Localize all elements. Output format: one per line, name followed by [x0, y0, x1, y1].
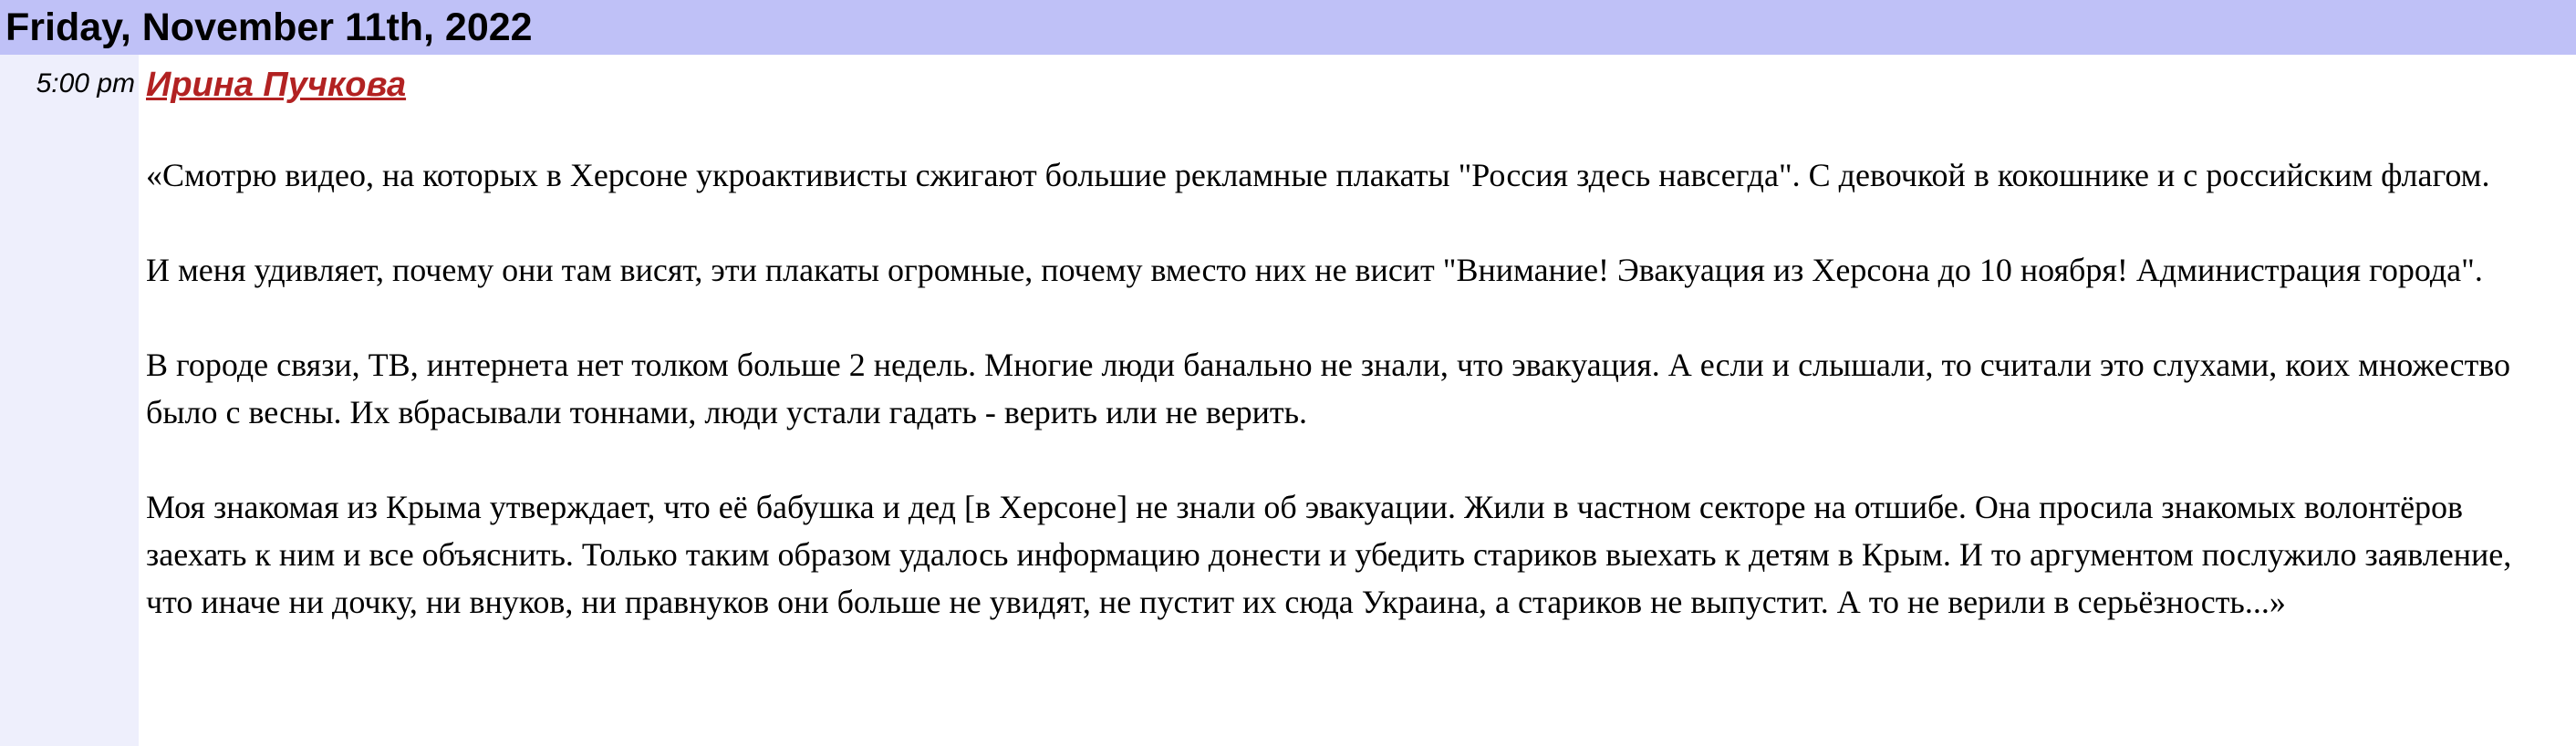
entry-time: 5:00 pm: [36, 68, 135, 98]
entry-paragraph: И меня удивляет, почему они там висят, эти плакаты огромные, почему вместо них не висит "Внимание! Эвакуация из Херсона до 10 ноября! Администрация города".: [146, 252, 2483, 288]
entry-body: [146, 151, 2563, 626]
entry-paragraph: Моя знакомая из Крыма утверждает, что её бабушка и дед [в Херсоне] не знали об эвакуации. Жили в частном секторе на отшибе. Она просила знакомых волонтёров заехать к ним и все объяснить. Только таким образом удалось информацию донести и убедить стариков выехать к детям в Крым. И то аргументом послужило заявление, что иначе ни дочку, ни внуков, ни правнуков они больше не увидят, не пустит их сюда Украина, а стариков не выпустит. А то не верили в серьёзность...»: [146, 489, 2512, 620]
time-column: [0, 55, 139, 746]
entry-paragraph: В городе связи, ТВ, интернета нет толком больше 2 недель. Многие люди банально не знали, что эвакуация. А если и слышали, то считали это слухами, коих множество было с весны. Их вбрасывали тоннами, люди устали гадать - верить или не верить.: [146, 347, 2511, 430]
entry-paragraph: «Смотрю видео, на которых в Херсоне укроактивисты сжигают большие рекламные плакаты "Россия здесь навсегда". С девочкой в кокошнике и с российским флагом.: [146, 157, 2490, 193]
author-link[interactable]: Ирина Пучкова: [146, 66, 407, 104]
date-header: Friday, November 11th, 2022: [0, 0, 2576, 55]
